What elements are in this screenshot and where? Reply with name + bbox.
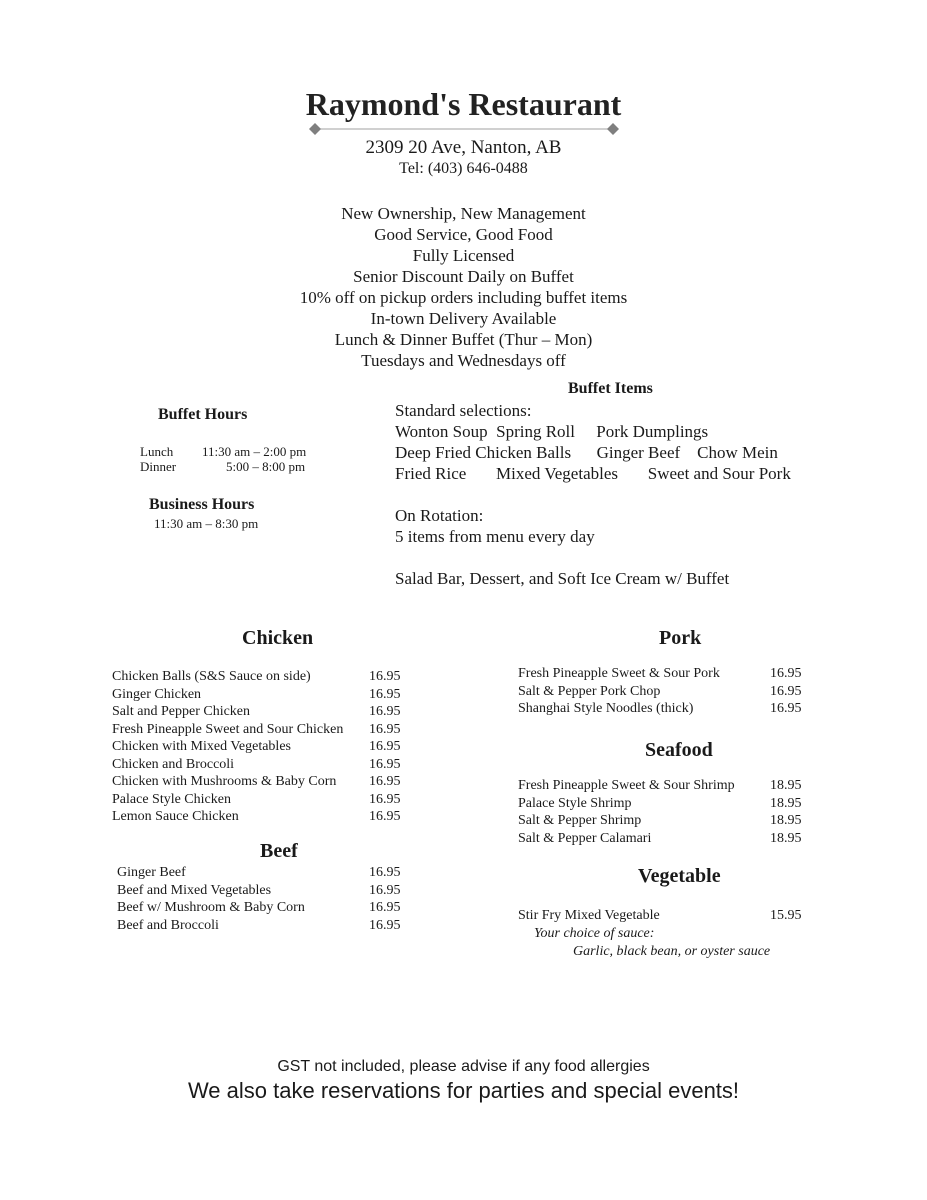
item-name: Salt & Pepper Calamari	[518, 830, 652, 846]
menu-item	[518, 700, 818, 718]
hours-time: 5:00 – 8:00 pm	[226, 459, 306, 474]
item-name: Chicken with Mixed Vegetables	[112, 739, 291, 754]
item-name: Ginger Beef	[117, 865, 186, 880]
menu-item	[112, 686, 412, 704]
menu-item	[518, 907, 818, 925]
address: 2309 20 Ave, Nanton, AB	[365, 137, 562, 158]
beef-section-title: Beef	[260, 840, 298, 862]
promo-line: In-town Delivery Available	[370, 309, 557, 328]
menu-item	[518, 812, 818, 830]
item-name: Beef and Broccoli	[117, 917, 219, 933]
item-name: Fresh Pineapple Sweet & Sour Shrimp	[518, 778, 735, 793]
menu-item	[117, 864, 412, 882]
dinner-hours-row	[140, 459, 305, 474]
rotation-label: On Rotation:	[395, 506, 484, 525]
item-price: 16.95	[369, 774, 401, 789]
promo-line: Tuesdays and Wednesdays off	[361, 351, 566, 370]
sauce-options: Garlic, black bean, or oyster sauce	[573, 944, 771, 959]
seafood-menu-list	[518, 777, 818, 847]
item-name: Palace Style Chicken	[112, 791, 231, 807]
menu-item	[518, 683, 818, 701]
item-name: Salt & Pepper Pork Chop	[518, 683, 661, 699]
item-price: 16.95	[369, 882, 401, 898]
item-name: Lemon Sauce Chicken	[112, 809, 239, 824]
menu-item	[117, 882, 412, 900]
menu-item	[117, 917, 412, 935]
item-price: 16.95	[369, 791, 401, 807]
menu-item	[518, 830, 818, 848]
pork-menu-list	[518, 665, 818, 718]
menu-item	[112, 756, 412, 774]
promo-line: 10% off on pickup orders including buffet items	[299, 288, 628, 307]
business-hours-title: Business Hours	[149, 496, 255, 513]
menu-item	[518, 777, 818, 795]
rotation-value: 5 items from menu every day	[395, 527, 595, 546]
item-price: 16.95	[369, 809, 401, 824]
left-diamond-icon	[309, 123, 321, 135]
item-name: Shanghai Style Noodles (thick)	[518, 701, 694, 716]
item-price: 16.95	[369, 917, 401, 933]
item-name: Fresh Pineapple Sweet and Sour Chicken	[112, 721, 344, 737]
menu-item	[112, 808, 412, 826]
item-price: 15.95	[770, 908, 802, 923]
promo-line: Lunch & Dinner Buffet (Thur – Mon)	[334, 330, 593, 349]
menu-item	[117, 899, 412, 917]
menu-item	[518, 665, 818, 683]
title-divider	[309, 122, 619, 136]
item-price: 16.95	[369, 686, 401, 702]
item-price: 16.95	[770, 683, 802, 699]
item-price: 16.95	[369, 721, 401, 737]
buffet-items-block	[395, 400, 791, 589]
standard-row: Deep Fried Chicken Balls Ginger Beef Chow Mein	[395, 443, 778, 462]
vegetable-menu-list	[518, 907, 818, 925]
vegetable-section-title: Vegetable	[638, 865, 721, 887]
menu-item	[112, 773, 412, 791]
reservations-notice: We also take reservations for parties and special events!	[187, 1078, 740, 1103]
buffet-extras: Salad Bar, Dessert, and Soft Ice Cream w/ Buffet	[395, 569, 730, 588]
standard-row: Wonton Soup Spring Roll Pork Dumplings	[395, 422, 709, 441]
restaurant-title: Raymond's Restaurant	[305, 86, 622, 122]
item-name: Chicken Balls (S&S Sauce on side)	[112, 669, 311, 684]
promo-list	[0, 203, 927, 371]
item-name: Stir Fry Mixed Vegetable	[518, 908, 660, 923]
item-name: Chicken with Mushrooms & Baby Corn	[112, 774, 337, 789]
item-name: Fresh Pineapple Sweet & Sour Pork	[518, 666, 720, 681]
item-name: Beef w/ Mushroom & Baby Corn	[117, 900, 305, 915]
item-price: 16.95	[369, 669, 401, 684]
standard-label: Standard selections:	[395, 401, 532, 420]
item-price: 18.95	[770, 813, 802, 828]
telephone: Tel: (403) 646-0488	[399, 160, 528, 177]
item-price: 16.95	[369, 756, 401, 772]
item-price: 18.95	[770, 778, 802, 793]
item-price: 16.95	[770, 666, 802, 681]
item-name: Palace Style Shrimp	[518, 795, 632, 811]
menu-item	[112, 721, 412, 739]
standard-row: Fried Rice Mixed Vegetables Sweet and Sour Pork	[395, 464, 791, 483]
menu-item	[112, 738, 412, 756]
lunch-hours-row	[140, 444, 306, 459]
promo-line: Fully Licensed	[412, 246, 515, 265]
item-name: Salt & Pepper Shrimp	[518, 813, 642, 828]
promo-line: New Ownership, New Management	[341, 204, 586, 223]
item-price: 16.95	[369, 865, 401, 880]
sauce-note: Your choice of sauce:	[534, 926, 655, 941]
menu-item	[112, 703, 412, 721]
item-price: 16.95	[369, 900, 401, 915]
gst-notice: GST not included, please advise if any food allergies	[277, 1058, 650, 1075]
hours-label: Dinner	[140, 459, 177, 474]
beef-menu-list	[117, 864, 412, 934]
buffet-items-title: Buffet Items	[568, 380, 653, 397]
menu-item	[518, 795, 818, 813]
item-name: Beef and Mixed Vegetables	[117, 882, 272, 898]
seafood-section-title: Seafood	[645, 739, 713, 761]
chicken-section-title: Chicken	[242, 627, 314, 649]
item-name: Chicken and Broccoli	[112, 756, 235, 772]
buffet-hours-title: Buffet Hours	[158, 406, 248, 423]
item-name: Ginger Chicken	[112, 686, 202, 702]
item-price: 18.95	[770, 830, 802, 846]
hours-label: Lunch	[140, 444, 174, 459]
menu-item	[112, 791, 412, 809]
menu-item	[112, 668, 412, 686]
promo-line: Good Service, Good Food	[374, 225, 553, 244]
chicken-menu-list	[112, 668, 412, 826]
promo-line: Senior Discount Daily on Buffet	[353, 267, 574, 286]
item-price: 16.95	[369, 704, 401, 719]
item-price: 16.95	[369, 739, 401, 754]
business-hours-value: 11:30 am – 8:30 pm	[154, 516, 259, 531]
pork-section-title: Pork	[659, 627, 702, 649]
hours-time: 11:30 am – 2:00 pm	[202, 444, 307, 459]
right-diamond-icon	[607, 123, 619, 135]
item-price: 16.95	[770, 701, 802, 716]
item-price: 18.95	[770, 795, 802, 811]
item-name: Salt and Pepper Chicken	[112, 704, 251, 719]
